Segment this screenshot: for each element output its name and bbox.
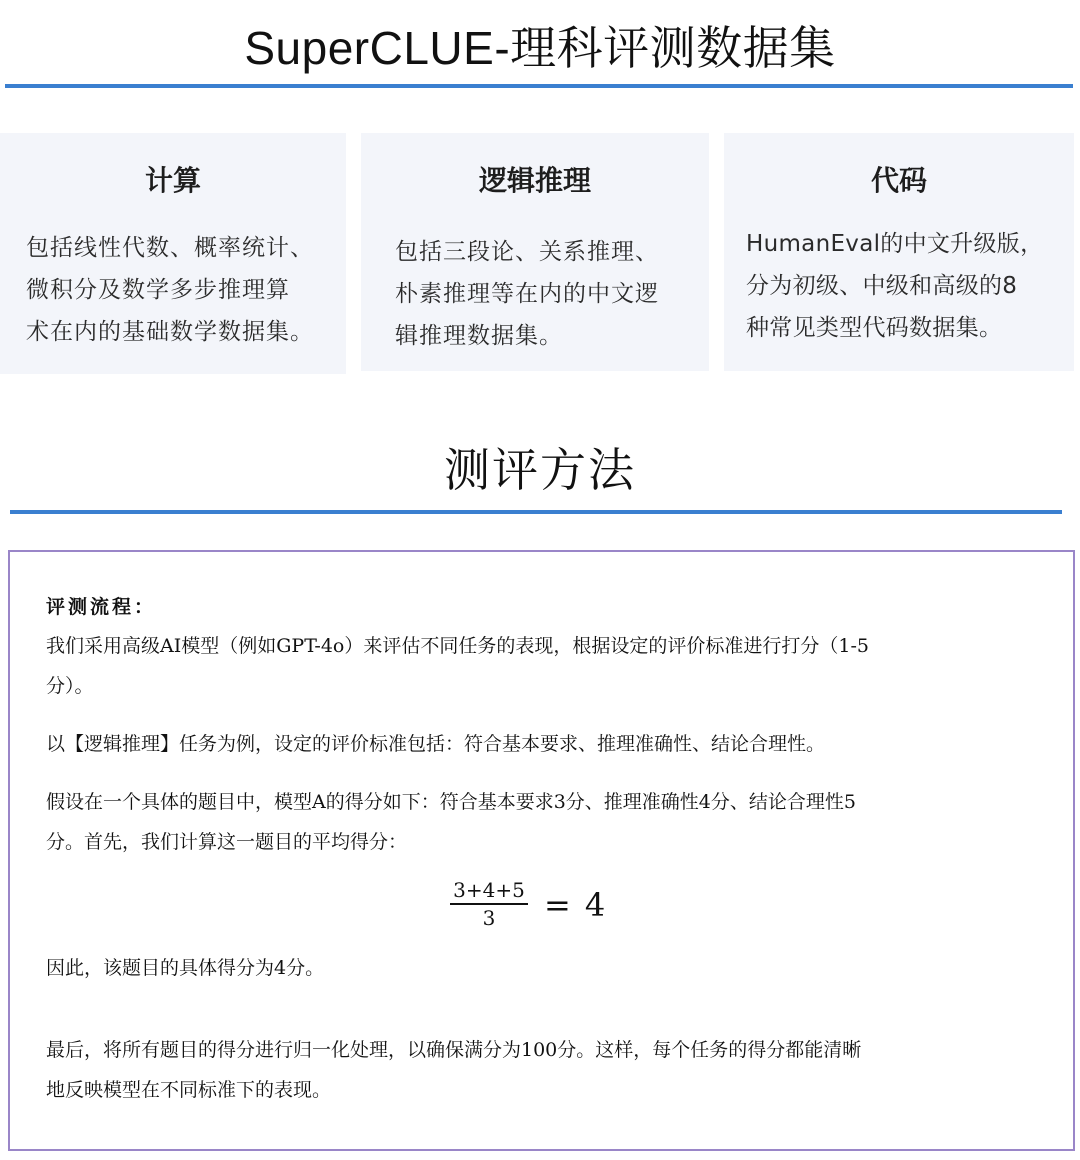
card-line: HumanEval的中文升级版， [746, 231, 1044, 257]
card-line: 分为初级、中级和高级的8 [746, 273, 1018, 299]
fraction-numerator: 3+4+5 [453, 878, 525, 902]
paragraph-line: 分。首先，我们计算这一题目的平均得分： [46, 831, 408, 853]
paragraph-line: 最后，将所有题目的得分进行归一化处理，以确保满分为100分。这样，每个任务的得分都能清晰 [46, 1039, 862, 1061]
process-label: 评测流程： [46, 596, 157, 618]
paragraph-line: 假设在一个具体的题目中，模型A的得分如下：符合基本要求3分、推理准确性4分、结论合理性5 [46, 791, 856, 813]
fraction-denominator: 3 [482, 905, 496, 930]
card-line: 微积分及数学多步推理算 [26, 277, 290, 303]
card-description [395, 231, 699, 357]
paragraph-line: 分）。 [46, 675, 94, 697]
card-code [724, 133, 1074, 371]
card-line: 术在内的基础数学数据集。 [26, 319, 314, 345]
card-title: 逻辑推理 [478, 164, 591, 197]
section-title: 测评方法 [444, 443, 636, 497]
formula-result [544, 886, 605, 924]
card-description [26, 227, 332, 353]
card-line: 朴素推理等在内的中文逻 [395, 281, 659, 307]
paragraph-line: 我们采用高级AI模型（例如GPT-4o）来评估不同任务的表现，根据设定的评价标准进行打分（1-5 [46, 635, 869, 657]
result-value: 4 [584, 886, 606, 924]
page-title: SuperCLUE-理科评测数据集 [244, 22, 836, 74]
card-line: 包括三段论、关系推理、 [395, 239, 659, 265]
title-divider [5, 84, 1073, 88]
card-logic-reasoning [361, 133, 709, 371]
card-description [746, 223, 1064, 349]
card-line: 辑推理数据集。 [395, 323, 563, 349]
card-line: 包括线性代数、概率统计、 [26, 235, 314, 261]
method-paragraph-3 [46, 782, 1033, 862]
fraction-bar [450, 903, 528, 905]
card-title: 计算 [144, 164, 201, 197]
method-panel [8, 550, 1075, 1151]
method-paragraph-5 [46, 1030, 1033, 1110]
card-line: 种常见类型代码数据集。 [746, 315, 1003, 341]
card-calculation [0, 133, 346, 374]
fraction [448, 878, 530, 930]
method-paragraph-1 [46, 626, 1033, 706]
paragraph-line: 地反映模型在不同标准下的表现。 [46, 1079, 332, 1101]
method-paragraph-2: 以【逻辑推理】任务为例，设定的评价标准包括：符合基本要求、推理准确性、结论合理性。 [46, 733, 826, 755]
equals-sign: = [544, 886, 571, 924]
section-divider [10, 510, 1062, 514]
card-title: 代码 [870, 164, 927, 197]
method-paragraph-4: 因此，该题目的具体得分为4分。 [46, 957, 325, 979]
